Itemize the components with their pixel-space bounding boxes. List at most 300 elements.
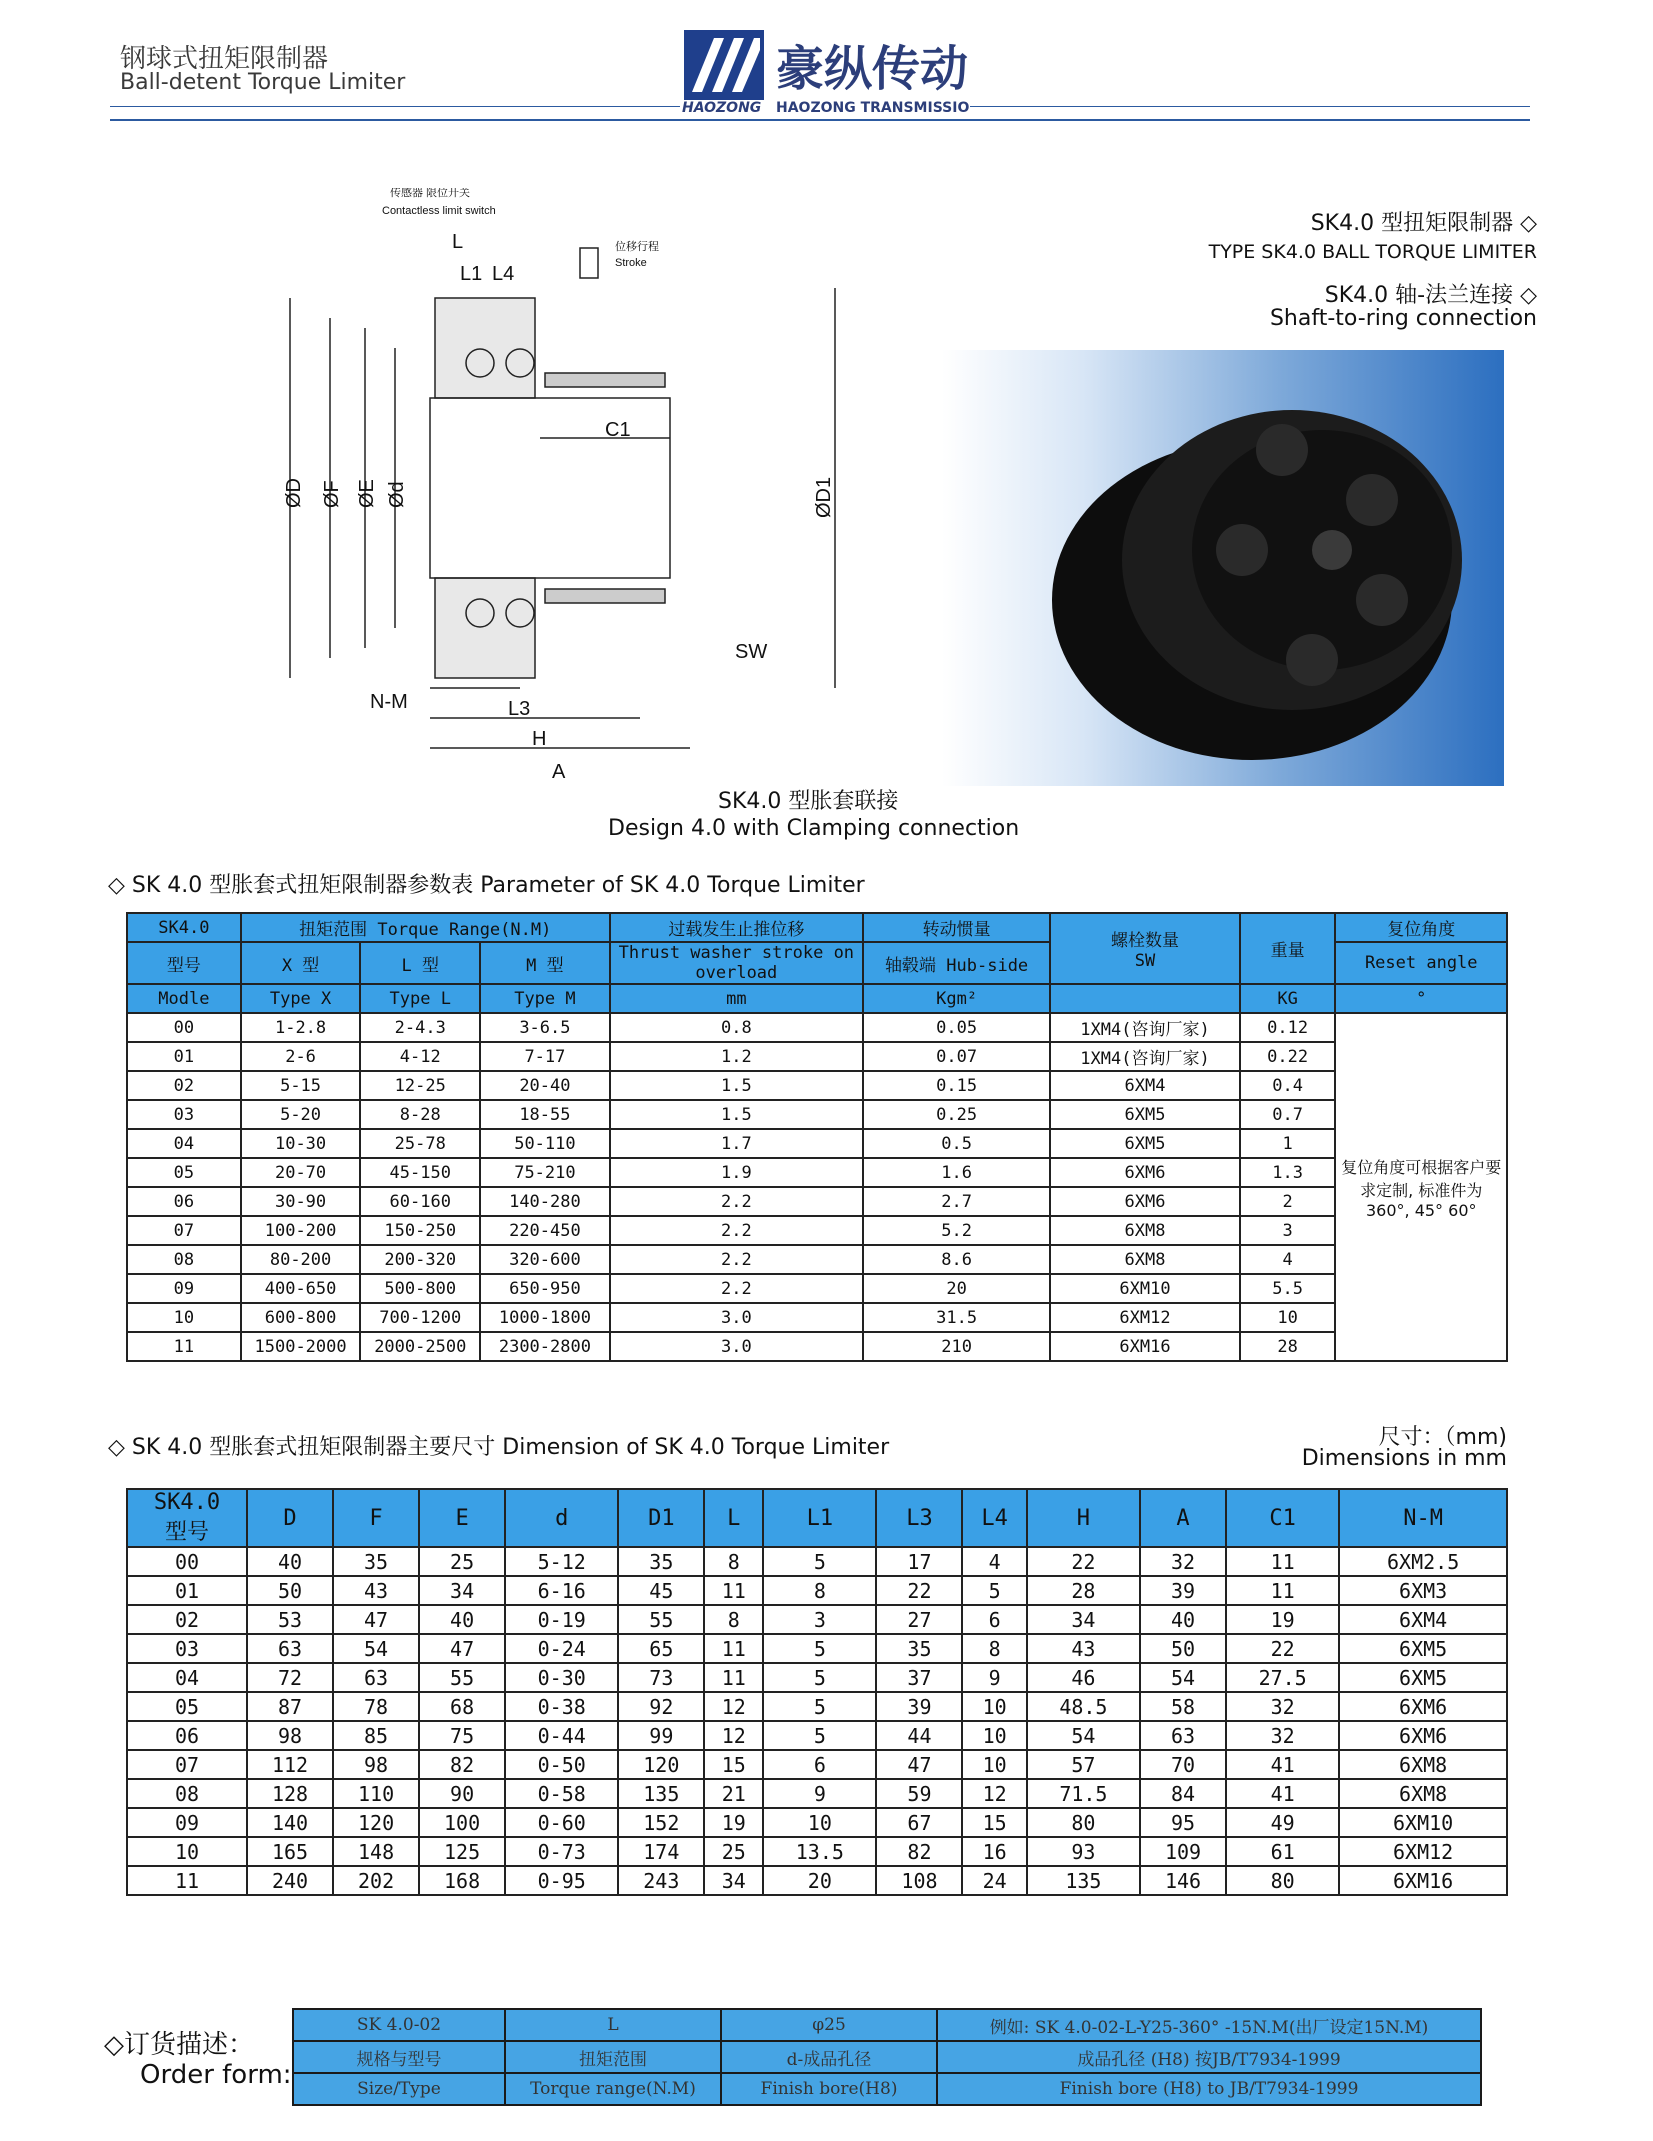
unit-cell [1050,984,1239,1013]
table-cell: 168 [419,1866,505,1895]
table-cell: 04 [127,1663,247,1692]
header-cell: 过载发生止推位移 [610,913,863,942]
table-header-row [127,913,1507,942]
table-cell: 5 [763,1634,876,1663]
order-cell: φ25 [721,2009,937,2041]
header-rule-right [970,106,1530,107]
table-cell: 06 [127,1721,247,1750]
table-cell: 400-650 [241,1274,361,1303]
table-cell: 20 [863,1274,1050,1303]
table-cell: 2300-2800 [480,1332,610,1361]
table-cell: 6XM4 [1339,1605,1507,1634]
table-cell: 109 [1140,1837,1226,1866]
table-cell: 128 [247,1779,333,1808]
table-cell: 72 [247,1663,333,1692]
table-row [127,1866,1507,1895]
table-cell: 28 [1027,1576,1140,1605]
table-cell: 320-600 [480,1245,610,1274]
table-cell: 19 [1226,1605,1339,1634]
label-d: Ød [386,481,408,508]
table-cell: 09 [127,1274,241,1303]
table-cell: 1000-1800 [480,1303,610,1332]
table-cell: 20 [763,1866,876,1895]
header-cell: D1 [618,1489,704,1547]
label-L: L [452,231,464,253]
parameter-table [126,912,1508,1362]
order-cell: Torque range(N.M) [505,2073,721,2105]
table-cell: 6XM8 [1050,1216,1239,1245]
table-row [127,1634,1507,1663]
table-cell: 04 [127,1129,241,1158]
table-cell: 6XM12 [1050,1303,1239,1332]
table-cell: 0-58 [505,1779,618,1808]
order-row [293,2009,1481,2041]
table-cell: 57 [1027,1750,1140,1779]
table-cell: 63 [247,1634,333,1663]
brand-sub-2: HAOZONG TRANSMISSIO [776,100,970,116]
table-cell: 21 [704,1779,763,1808]
caption-connection-en: Shaft-to-ring connection [1269,306,1537,331]
table-row [127,1808,1507,1837]
table-cell: 2.2 [610,1216,863,1245]
table-row [127,1332,1507,1361]
table-cell: 25-78 [360,1129,480,1158]
table-cell: 2000-2500 [360,1332,480,1361]
table-cell: 6XM5 [1339,1634,1507,1663]
label-L3: L3 [508,698,531,720]
table-cell: 10 [127,1303,241,1332]
label-SW: SW [735,641,768,663]
table-cell: 20-70 [241,1158,361,1187]
table-cell: 0-44 [505,1721,618,1750]
table-cell: 13.5 [763,1837,876,1866]
table-cell: 78 [333,1692,419,1721]
header-cell: E [419,1489,505,1547]
table-cell: 3 [763,1605,876,1634]
table-cell: 39 [876,1692,962,1721]
table-row [127,1071,1507,1100]
table-cell: 47 [419,1634,505,1663]
table-cell: 95 [1140,1808,1226,1837]
table-cell: 1.7 [610,1129,863,1158]
order-cell: Size/Type [293,2073,505,2105]
label-F: ØF [321,480,343,508]
table-cell: 24 [962,1866,1026,1895]
table-cell: 135 [1027,1866,1140,1895]
table-cell: 54 [1140,1663,1226,1692]
table-cell: 55 [618,1605,704,1634]
table-cell: 210 [863,1332,1050,1361]
table-cell: 35 [333,1547,419,1576]
table-cell: 200-320 [360,1245,480,1274]
table-cell: 34 [704,1866,763,1895]
header-cell: A [1140,1489,1226,1547]
table-cell: 6XM3 [1339,1576,1507,1605]
table-cell: 1.6 [863,1158,1050,1187]
table-cell: 3.0 [610,1332,863,1361]
header-cell [1050,913,1239,984]
table-cell: 05 [127,1692,247,1721]
header-cell: F [333,1489,419,1547]
product-photo [942,350,1504,786]
header-cell: 型号 [127,942,241,984]
table-cell: 03 [127,1634,247,1663]
caption-type-en: TYPE SK4.0 BALL TORQUE LIMITER [1208,241,1537,263]
table-cell: 4 [1240,1245,1336,1274]
table-cell: 11 [127,1866,247,1895]
table-cell: 45 [618,1576,704,1605]
label-stroke-en: Stroke [615,257,647,269]
table-cell: 6XM4 [1050,1071,1239,1100]
table-cell: 112 [247,1750,333,1779]
table-cell: 146 [1140,1866,1226,1895]
table-cell: 100 [419,1808,505,1837]
unit-cell: Type X [241,984,361,1013]
table-cell: 82 [419,1750,505,1779]
table-cell: 11 [127,1332,241,1361]
table-cell: 35 [876,1634,962,1663]
table-cell: 41 [1226,1779,1339,1808]
table-cell: 202 [333,1866,419,1895]
table-cell: 0.15 [863,1071,1050,1100]
table-cell: 120 [618,1750,704,1779]
table-row [127,1013,1507,1042]
units-label-en: Dimensions in mm [1301,1446,1507,1471]
brand-logo-icon [684,30,764,100]
header-cell-text: SW [1134,951,1156,971]
table-cell: 220-450 [480,1216,610,1245]
table-cell: 61 [1226,1837,1339,1866]
table-cell: 06 [127,1187,241,1216]
table-cell: 10 [962,1721,1026,1750]
table-cell: 3 [1240,1216,1336,1245]
header-cell: L3 [876,1489,962,1547]
table-cell: 4-12 [360,1042,480,1071]
table-cell: 6XM8 [1339,1779,1507,1808]
table-row [127,1100,1507,1129]
table-cell: 6XM5 [1339,1663,1507,1692]
label-L1: L1 [460,263,483,285]
table-cell: 18-55 [480,1100,610,1129]
table-cell: 6XM16 [1050,1332,1239,1361]
table-cell: 4 [962,1547,1026,1576]
table-cell: 16 [962,1837,1026,1866]
table-cell: 500-800 [360,1274,480,1303]
table-row [127,1576,1507,1605]
table-cell: 50-110 [480,1129,610,1158]
header-cell: 重量 [1240,913,1336,984]
table-cell: 6XM2.5 [1339,1547,1507,1576]
figure-caption-en: Design 4.0 with Clamping connection [608,816,1020,841]
table-cell: 40 [1140,1605,1226,1634]
table-cell: 30-90 [241,1187,361,1216]
table-cell: 0-24 [505,1634,618,1663]
table-cell: 1.9 [610,1158,863,1187]
table-cell: 0.12 [1240,1013,1336,1042]
table-cell: 11 [704,1634,763,1663]
table-cell: 6XM6 [1050,1158,1239,1187]
order-label-cn: ◇订货描述： [104,2030,254,2060]
table-cell: 49 [1226,1808,1339,1837]
table-cell: 1XM4(咨询厂家) [1050,1042,1239,1071]
table-cell: 108 [876,1866,962,1895]
table-cell: 03 [127,1100,241,1129]
order-row [293,2073,1481,2105]
table-cell: 50 [247,1576,333,1605]
table-cell: 6XM16 [1339,1866,1507,1895]
table-cell: 44 [876,1721,962,1750]
table-cell: 0-19 [505,1605,618,1634]
table-cell: 10 [127,1837,247,1866]
table-cell: 22 [876,1576,962,1605]
table-cell: 8 [763,1576,876,1605]
table-cell: 6XM6 [1339,1692,1507,1721]
table-cell: 39 [1140,1576,1226,1605]
table-cell: 5.5 [1240,1274,1336,1303]
table-cell: 6 [763,1750,876,1779]
table-cell: 40 [419,1605,505,1634]
table-cell: 10 [962,1692,1026,1721]
table-cell: 11 [704,1576,763,1605]
table-cell: 0.8 [610,1013,863,1042]
table-cell: 8-28 [360,1100,480,1129]
table-cell: 45-150 [360,1158,480,1187]
table-cell: 12 [704,1721,763,1750]
label-D1: ØD1 [813,476,835,518]
table-cell: 80 [1226,1866,1339,1895]
table-cell: 54 [333,1634,419,1663]
order-cell: 规格与型号 [293,2041,505,2073]
table-cell: 22 [1027,1547,1140,1576]
table-cell: 8 [704,1605,763,1634]
table-cell: 32 [1226,1721,1339,1750]
table-cell: 2.2 [610,1245,863,1274]
table-row [127,1692,1507,1721]
table-cell: 41 [1226,1750,1339,1779]
table-cell: 10 [962,1750,1026,1779]
table-cell: 80 [1027,1808,1140,1837]
table-cell: 25 [704,1837,763,1866]
table-row [127,1837,1507,1866]
table-cell: 09 [127,1808,247,1837]
unit-cell: Modle [127,984,241,1013]
technical-drawing [270,188,870,788]
header-cell: M 型 [480,942,610,984]
brand-sub-1: HAOZONG [682,100,762,116]
torque-limiter-image [942,350,1504,786]
table-cell: 25 [419,1547,505,1576]
table-cell: 100-200 [241,1216,361,1245]
caption-type-cn: SK4.0 型扭矩限制器 ◇ [1310,211,1537,236]
table-row [127,1129,1507,1158]
table-cell: 00 [127,1013,241,1042]
table-row [127,1274,1507,1303]
table-cell: 1XM4(咨询厂家) [1050,1013,1239,1042]
table-header-row [127,1489,1507,1547]
table-cell: 34 [1027,1605,1140,1634]
unit-cell: Type L [360,984,480,1013]
order-cell: Finish bore (H8) to JB/T7934-1999 [937,2073,1481,2105]
dimension-table [126,1488,1508,1896]
header-cell: 扭矩范围 Torque Range(N.M) [241,913,610,942]
unit-cell: Type M [480,984,610,1013]
table-cell: 152 [618,1808,704,1837]
table-cell: 71.5 [1027,1779,1140,1808]
table-cell: 15 [704,1750,763,1779]
table-cell: 148 [333,1837,419,1866]
dimension-table-body [127,1547,1507,1895]
table-cell: 07 [127,1216,241,1245]
table-cell: 65 [618,1634,704,1663]
table-cell: 37 [876,1663,962,1692]
table-cell: 08 [127,1779,247,1808]
table-cell: 67 [876,1808,962,1837]
table-cell: 2.2 [610,1274,863,1303]
table-cell: 650-950 [480,1274,610,1303]
table-row [127,1216,1507,1245]
table-cell: 34 [419,1576,505,1605]
table-cell: 6XM10 [1339,1808,1507,1837]
table-cell: 240 [247,1866,333,1895]
table-cell: 73 [618,1663,704,1692]
order-cell: Finish bore(H8) [721,2073,937,2105]
order-cell: d-成品孔径 [721,2041,937,2073]
label-sensor: 传感器 限位开关 [390,188,471,199]
table-cell: 80-200 [241,1245,361,1274]
table-cell: 59 [876,1779,962,1808]
label-C1: C1 [605,419,631,441]
header-cell: L [704,1489,763,1547]
table-cell: 140-280 [480,1187,610,1216]
label-L4: L4 [492,263,515,285]
header-cell-text: SK4.0 [153,1490,221,1515]
header-cell: N-M [1339,1489,1507,1547]
table-cell: 2.7 [863,1187,1050,1216]
table-cell: 6-16 [505,1576,618,1605]
table-cell: 5-12 [505,1547,618,1576]
table-cell: 48.5 [1027,1692,1140,1721]
table-cell: 5.2 [863,1216,1050,1245]
header-cell: 轴毂端 Hub-side [863,942,1050,984]
table-cell: 43 [333,1576,419,1605]
table-cell: 27 [876,1605,962,1634]
table-cell: 9 [763,1779,876,1808]
table-cell: 6XM6 [1339,1721,1507,1750]
table-cell: 70 [1140,1750,1226,1779]
table-cell: 243 [618,1866,704,1895]
table-cell: 15 [962,1808,1026,1837]
table-cell: 125 [419,1837,505,1866]
table-cell: 1.5 [610,1100,863,1129]
table-cell: 53 [247,1605,333,1634]
table-cell: 55 [419,1663,505,1692]
table-cell: 01 [127,1576,247,1605]
header-cell: X 型 [241,942,361,984]
table-row [127,1779,1507,1808]
table-cell: 8 [704,1547,763,1576]
table-cell: 75-210 [480,1158,610,1187]
table-row [127,1042,1507,1071]
label-stroke: 位移行程 [615,241,659,253]
table-cell: 07 [127,1750,247,1779]
table-cell: 10-30 [241,1129,361,1158]
table-cell: 50 [1140,1634,1226,1663]
header-title-en: Ball-detent Torque Limiter [120,70,406,95]
table-cell: 02 [127,1605,247,1634]
table-cell: 0-38 [505,1692,618,1721]
label-H: H [532,728,547,750]
table-cell: 0-50 [505,1750,618,1779]
table-cell: 1-2.8 [241,1013,361,1042]
table-cell: 08 [127,1245,241,1274]
table-cell: 5 [763,1721,876,1750]
table-cell: 1 [1240,1129,1336,1158]
unit-cell: mm [610,984,863,1013]
table-cell: 10 [1240,1303,1336,1332]
table-cell: 700-1200 [360,1303,480,1332]
table-row [127,1245,1507,1274]
header-cell: SK4.0 [127,913,241,942]
table-cell: 60-160 [360,1187,480,1216]
table-cell: 7-17 [480,1042,610,1071]
table-cell: 3-6.5 [480,1013,610,1042]
table-cell: 0-30 [505,1663,618,1692]
label-NM: N-M [370,691,408,713]
table-cell: 0.22 [1240,1042,1336,1071]
table-unit-row [127,984,1507,1013]
table-cell: 6XM8 [1339,1750,1507,1779]
table-cell: 54 [1027,1721,1140,1750]
table-cell: 5 [763,1692,876,1721]
table-cell: 0.05 [863,1013,1050,1042]
table-cell: 1.3 [1240,1158,1336,1187]
table-cell: 165 [247,1837,333,1866]
table-cell: 90 [419,1779,505,1808]
table-cell: 6XM12 [1339,1837,1507,1866]
table-cell: 01 [127,1042,241,1071]
parameter-table-body [127,1013,1507,1361]
table-cell: 35 [618,1547,704,1576]
table-cell: 11 [1226,1547,1339,1576]
section-title-dimensions: ◇ SK 4.0 型胀套式扭矩限制器主要尺寸 Dimension of SK 4.0 Torque Limiter [108,1435,890,1460]
table-cell: 600-800 [241,1303,361,1332]
header-cell: D [247,1489,333,1547]
order-row [293,2041,1481,2073]
table-cell: 5 [962,1576,1026,1605]
table-cell: 12 [962,1779,1026,1808]
table-cell: 98 [247,1721,333,1750]
table-cell: 0.5 [863,1129,1050,1158]
header-cell: H [1027,1489,1140,1547]
table-cell: 8.6 [863,1245,1050,1274]
unit-cell: KG [1240,984,1336,1013]
table-cell: 87 [247,1692,333,1721]
reset-angle-note: 复位角度可根据客户要求定制, 标准件为360°, 45° 60° [1335,1013,1507,1361]
table-cell: 2 [1240,1187,1336,1216]
header-cell: Reset angle [1335,942,1507,984]
table-cell: 47 [876,1750,962,1779]
table-cell: 00 [127,1547,247,1576]
order-cell: SK 4.0-02 [293,2009,505,2041]
table-cell: 6 [962,1605,1026,1634]
table-cell: 11 [1226,1576,1339,1605]
header-cell: Thrust washer stroke on overload [610,942,863,984]
table-cell: 0-60 [505,1808,618,1837]
table-cell: 02 [127,1071,241,1100]
table-cell: 28 [1240,1332,1336,1361]
table-cell: 47 [333,1605,419,1634]
table-cell: 2.2 [610,1187,863,1216]
